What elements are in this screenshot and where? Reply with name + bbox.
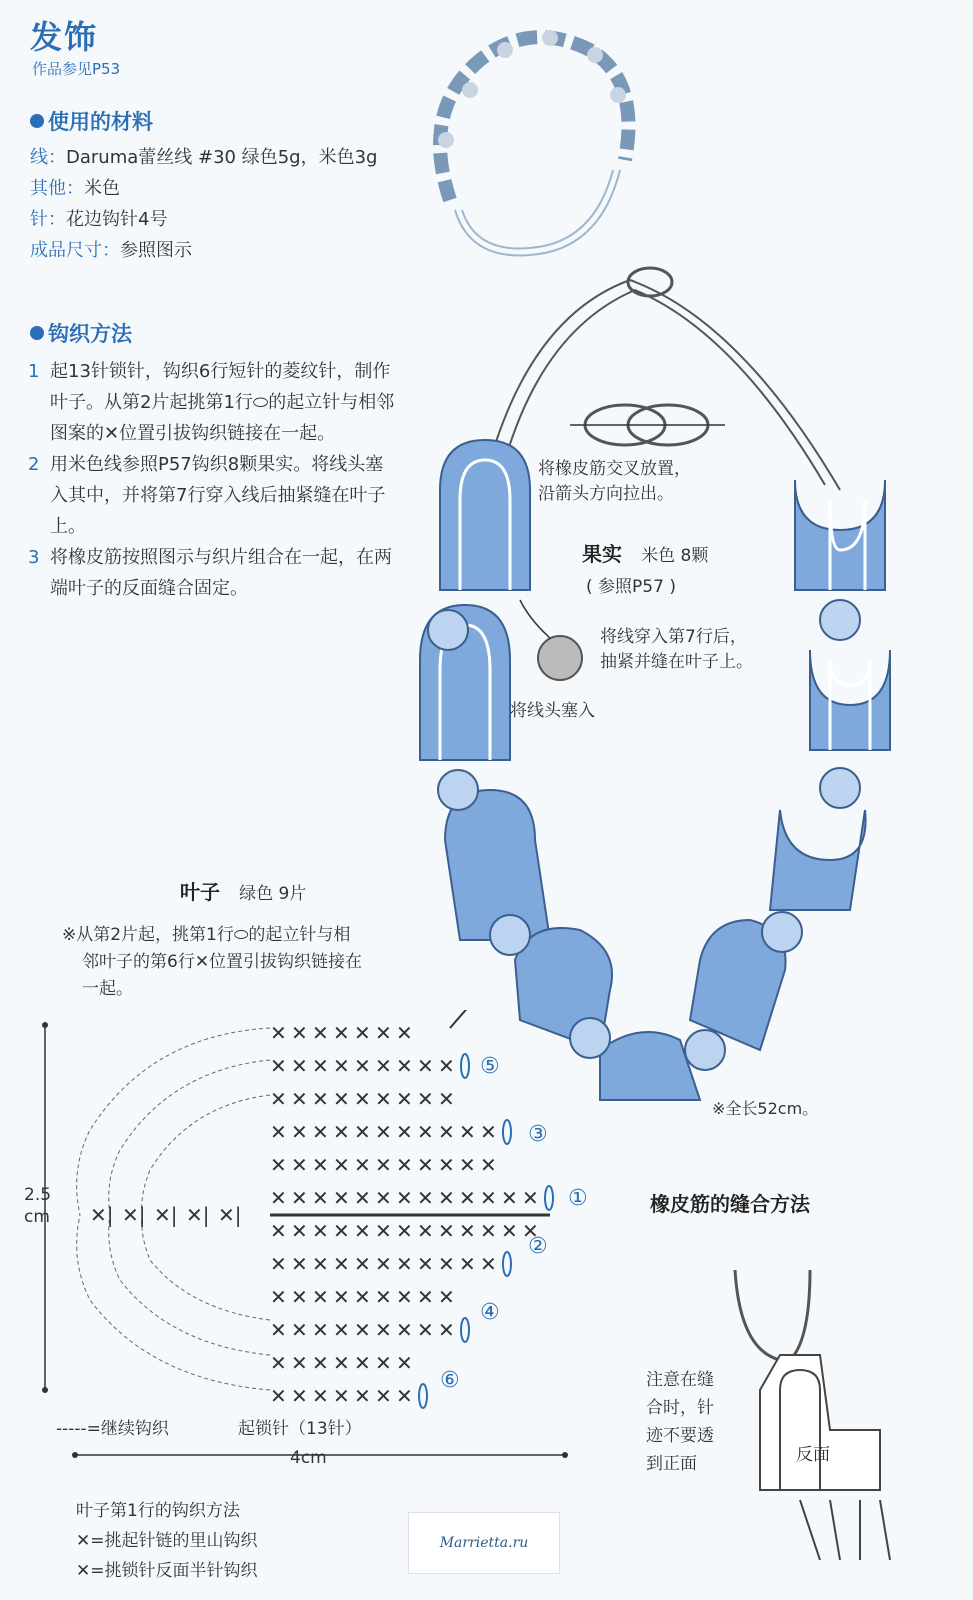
stitch-mark: ✕ xyxy=(375,1318,392,1342)
stitch-mark: ✕ xyxy=(417,1285,434,1309)
stitch-mark: ✕ xyxy=(333,1120,350,1144)
stitch-mark: ✕ xyxy=(312,1087,329,1111)
stitch-mark: ✕ xyxy=(354,1021,371,1045)
turning-chain-oval xyxy=(545,1186,553,1210)
stitch-mark: ✕ xyxy=(354,1351,371,1375)
stitch-mark: ✕ xyxy=(396,1087,413,1111)
fruit-ball xyxy=(428,610,468,650)
stitch-mark: ✕ xyxy=(375,1285,392,1309)
turning-chain-oval xyxy=(461,1054,469,1078)
stitch-mark: ✕ xyxy=(417,1087,434,1111)
leaf-shape xyxy=(600,1032,700,1100)
stitch-mark: ✕ xyxy=(396,1186,413,1210)
row-marker: ① xyxy=(568,1186,588,1211)
fruit-ball xyxy=(820,768,860,808)
stitch-mark: ✕ xyxy=(438,1186,455,1210)
leaf-shape xyxy=(445,790,550,940)
stitch-mark: ✕ xyxy=(459,1252,476,1276)
fruit-ball xyxy=(438,770,478,810)
stitch-mark: ✕ xyxy=(480,1186,497,1210)
stitch-mark: ✕ xyxy=(354,1384,371,1408)
stitch-mark: ✕ xyxy=(396,1120,413,1144)
bullet-icon xyxy=(30,326,44,340)
stitch-mark: ✕ xyxy=(312,1186,329,1210)
stitch-mark: ✕ xyxy=(312,1318,329,1342)
stitch-mark: ✕ xyxy=(354,1120,371,1144)
hook-row: 针：花边钩针4号 xyxy=(30,209,168,230)
stitch-mark: ✕ xyxy=(354,1186,371,1210)
stitch-mark: ✕ xyxy=(396,1351,413,1375)
stitch-mark: ✕ xyxy=(354,1054,371,1078)
stitch-mark: ✕| xyxy=(218,1203,242,1227)
stitch-mark: ✕ xyxy=(291,1186,308,1210)
band-diagram xyxy=(400,260,900,1120)
stitch-mark: ✕ xyxy=(270,1153,287,1177)
total-length: ※全长52cm。 xyxy=(712,1099,819,1118)
stitch-mark: ✕ xyxy=(270,1054,287,1078)
stitch-mark: ✕ xyxy=(333,1252,350,1276)
fruit-ball xyxy=(685,1030,725,1070)
step-item: 2 用米色线参照P57钩织8颗果实。将线头塞入其中，并将第7行穿入线后抽紧缝在叶子上。 xyxy=(28,454,386,537)
stitch-mark: ✕ xyxy=(375,1384,392,1408)
stitch-mark: ✕ xyxy=(291,1219,308,1243)
stitch-mark: ✕ xyxy=(312,1285,329,1309)
stitch-mark: ✕ xyxy=(333,1087,350,1111)
turning-chain-oval xyxy=(503,1252,511,1276)
stitch-mark: ✕ xyxy=(333,1054,350,1078)
stitch-mark: ✕ xyxy=(438,1252,455,1276)
stitch-mark: ✕ xyxy=(270,1384,287,1408)
stitch-mark: ✕ xyxy=(270,1186,287,1210)
stitch-mark: ✕ xyxy=(291,1054,308,1078)
stitch-mark: ✕ xyxy=(501,1186,518,1210)
stitch-mark: ✕ xyxy=(438,1219,455,1243)
stitch-mark: ✕ xyxy=(291,1384,308,1408)
turning-chain-oval xyxy=(419,1384,427,1408)
stitch-mark: ✕ xyxy=(396,1384,413,1408)
stitch-mark: ✕ xyxy=(333,1285,350,1309)
stitch-mark: ✕ xyxy=(312,1384,329,1408)
size-row: 成品尺寸：参照图示 xyxy=(30,240,192,261)
stitch-mark: ✕ xyxy=(417,1120,434,1144)
stitch-legend: 叶子第1行的钩织方法 ✕=挑起针链的里山钩织 ✕=挑锁针反面半针钩织 xyxy=(76,1501,258,1581)
stitch-mark: ✕ xyxy=(270,1021,287,1045)
stitch-mark: ✕ xyxy=(354,1252,371,1276)
thread-row: 线：Daruma蕾丝线 #30 绿色5g，米色3g xyxy=(30,147,378,168)
leaf-shape xyxy=(770,810,866,910)
turning-chain-oval xyxy=(461,1318,469,1342)
stitch-mark: ✕ xyxy=(480,1252,497,1276)
watermark-logo: Marrietta.ru xyxy=(408,1512,560,1574)
stitch-mark: ✕ xyxy=(270,1252,287,1276)
stitch-mark: ✕ xyxy=(291,1021,308,1045)
stitch-mark: ✕ xyxy=(480,1219,497,1243)
fruit-ball xyxy=(762,912,802,952)
stitch-mark: ✕ xyxy=(375,1054,392,1078)
stitch-mark: ✕ xyxy=(459,1153,476,1177)
fruit-tuck-note: 将线头塞入 xyxy=(510,701,595,721)
materials-heading: 使用的材料 xyxy=(30,106,153,136)
stitch-mark: ✕ xyxy=(396,1021,413,1045)
leaf-shape xyxy=(810,650,890,750)
stitch-mark: ✕ xyxy=(291,1120,308,1144)
stitch-mark: ✕ xyxy=(291,1252,308,1276)
stitch-mark: ✕ xyxy=(417,1219,434,1243)
back-label: 反面 xyxy=(796,1445,830,1465)
stitch-mark: ✕ xyxy=(312,1153,329,1177)
fruit-ref: ( 参照P57 ) xyxy=(586,577,676,597)
stitch-mark: ✕ xyxy=(354,1087,371,1111)
stitch-mark: ✕ xyxy=(354,1285,371,1309)
stitch-mark: ✕ xyxy=(270,1087,287,1111)
stitch-mark: ✕| xyxy=(186,1203,210,1227)
stitch-mark: ✕ xyxy=(396,1252,413,1276)
stitch-mark: ✕ xyxy=(333,1384,350,1408)
width-label: 4cm xyxy=(290,1448,327,1468)
stitch-mark: ✕ xyxy=(438,1054,455,1078)
page-subtitle: 作品参见P53 xyxy=(32,60,121,78)
leaf-note: ※从第2片起，挑第1行⬭的起立针与相 邻叶子的第6行✕位置引拔钩织链接在 一起。 xyxy=(62,925,363,999)
stitch-mark: ✕ xyxy=(270,1219,287,1243)
chain-label: 起锁针（13针） xyxy=(238,1419,362,1439)
stitch-mark: ✕ xyxy=(375,1252,392,1276)
stitch-mark: ✕ xyxy=(396,1318,413,1342)
leaf-title-row: 叶子 绿色 9片 xyxy=(180,880,307,904)
hairband-photo xyxy=(410,10,660,270)
stitch-mark: ✕ xyxy=(354,1153,371,1177)
stitch-mark: ✕ xyxy=(312,1219,329,1243)
sewing-note: 注意在缝 合时，针 迹不要透 到正面 xyxy=(646,1370,714,1474)
fruit-ball xyxy=(820,600,860,640)
stitch-mark: ✕ xyxy=(333,1021,350,1045)
turning-chain-oval xyxy=(503,1120,511,1144)
stitch-mark: ✕ xyxy=(375,1120,392,1144)
stitch-mark: ✕ xyxy=(438,1153,455,1177)
stitch-mark: ✕ xyxy=(375,1351,392,1375)
stitch-mark: ✕ xyxy=(480,1153,497,1177)
row-marker: ⑤ xyxy=(480,1054,500,1079)
stitch-mark: ✕ xyxy=(312,1120,329,1144)
stitch-mark: ✕ xyxy=(438,1285,455,1309)
step-item: 1 起13针锁针，钩织6行短针的菱纹针，制作叶子。从第2片起挑第1行⬭的起立针与相邻图案的✕位置引拔钩织链接在一起。 xyxy=(28,361,395,444)
row-marker: ② xyxy=(528,1234,548,1259)
row-marker: ④ xyxy=(480,1300,500,1325)
continue-legend: -----=继续钩织 xyxy=(56,1419,169,1439)
sewing-title: 橡皮筋的缝合方法 xyxy=(650,1192,810,1216)
stitch-mark: ✕ xyxy=(396,1153,413,1177)
stitch-mark: ✕ xyxy=(522,1219,539,1243)
bullet-icon xyxy=(30,114,44,128)
stitch-mark: ✕ xyxy=(333,1153,350,1177)
stitch-mark: ✕ xyxy=(417,1153,434,1177)
stitch-mark: ✕ xyxy=(312,1351,329,1375)
stitch-mark: ✕ xyxy=(333,1318,350,1342)
materials-list xyxy=(30,142,390,266)
stitch-mark: ✕ xyxy=(375,1087,392,1111)
stitch-mark: ✕ xyxy=(354,1318,371,1342)
stitch-mark: ✕ xyxy=(291,1285,308,1309)
stitch-mark: ✕ xyxy=(375,1153,392,1177)
stitch-mark: ✕ xyxy=(312,1252,329,1276)
sewing-diagram xyxy=(720,1260,920,1560)
stitch-mark: ✕ xyxy=(270,1120,287,1144)
stitch-mark: ✕ xyxy=(459,1120,476,1144)
stitch-mark: ✕ xyxy=(417,1252,434,1276)
method-heading: 钩织方法 xyxy=(30,318,132,348)
stitch-mark: ✕ xyxy=(375,1219,392,1243)
stitch-mark: ✕ xyxy=(396,1219,413,1243)
stitch-mark: ✕ xyxy=(333,1219,350,1243)
other-row: 其他：米色 xyxy=(30,178,120,199)
stitch-mark: ✕ xyxy=(312,1021,329,1045)
stitch-mark: ✕ xyxy=(291,1351,308,1375)
stitch-mark: ✕ xyxy=(291,1318,308,1342)
height-label: 2.5 cm xyxy=(24,1185,52,1227)
stitch-mark: ✕ xyxy=(270,1285,287,1309)
stitch-chart xyxy=(30,1010,610,1480)
stitch-mark: ✕ xyxy=(438,1087,455,1111)
stitch-mark: ✕ xyxy=(396,1285,413,1309)
stitch-mark: ✕ xyxy=(396,1054,413,1078)
stitch-mark: ✕ xyxy=(417,1318,434,1342)
row-marker: ⑥ xyxy=(440,1368,460,1393)
stitch-mark: ✕ xyxy=(312,1054,329,1078)
stitch-mark: ✕ xyxy=(522,1186,539,1210)
stitch-mark: ✕ xyxy=(501,1219,518,1243)
stitch-mark: ✕ xyxy=(354,1219,371,1243)
stitch-mark: ✕ xyxy=(438,1318,455,1342)
stitch-mark: ✕ xyxy=(459,1219,476,1243)
elastic-note: 将橡皮筋交叉放置， 沿箭头方向拉出。 xyxy=(538,459,691,504)
fruit-title-row: 果实 米色 8颗 xyxy=(582,542,709,566)
step-item: 3 将橡皮筋按照图示与织片组合在一起，在两端叶子的反面缝合固定。 xyxy=(28,547,392,599)
stitch-mark: ✕ xyxy=(291,1153,308,1177)
leaf-shape xyxy=(440,440,530,590)
stitch-mark: ✕ xyxy=(291,1087,308,1111)
stitch-mark: ✕ xyxy=(417,1186,434,1210)
stitch-mark: ✕ xyxy=(459,1186,476,1210)
stitch-mark: ✕ xyxy=(438,1120,455,1144)
page-title: 发饰 xyxy=(30,18,99,56)
stitch-mark: ✕| xyxy=(154,1203,178,1227)
stitch-mark: ✕ xyxy=(333,1351,350,1375)
stitch-mark: ✕ xyxy=(375,1186,392,1210)
fruit-ball xyxy=(490,915,530,955)
method-steps xyxy=(28,356,398,604)
stitch-mark: ✕| xyxy=(90,1203,114,1227)
stitch-mark: ✕ xyxy=(333,1186,350,1210)
stitch-mark: ✕ xyxy=(270,1351,287,1375)
stitch-mark: ✕ xyxy=(417,1054,434,1078)
fruit-detail xyxy=(538,636,582,680)
row-marker: ③ xyxy=(528,1122,548,1147)
leaf-shape xyxy=(795,480,885,590)
stitch-mark: ✕| xyxy=(122,1203,146,1227)
stitch-mark: ✕ xyxy=(375,1021,392,1045)
stitch-mark: ✕ xyxy=(480,1120,497,1144)
fruit-note: 将线穿入第7行后， 抽紧并缝在叶子上。 xyxy=(600,627,753,672)
stitch-mark: ✕ xyxy=(270,1318,287,1342)
